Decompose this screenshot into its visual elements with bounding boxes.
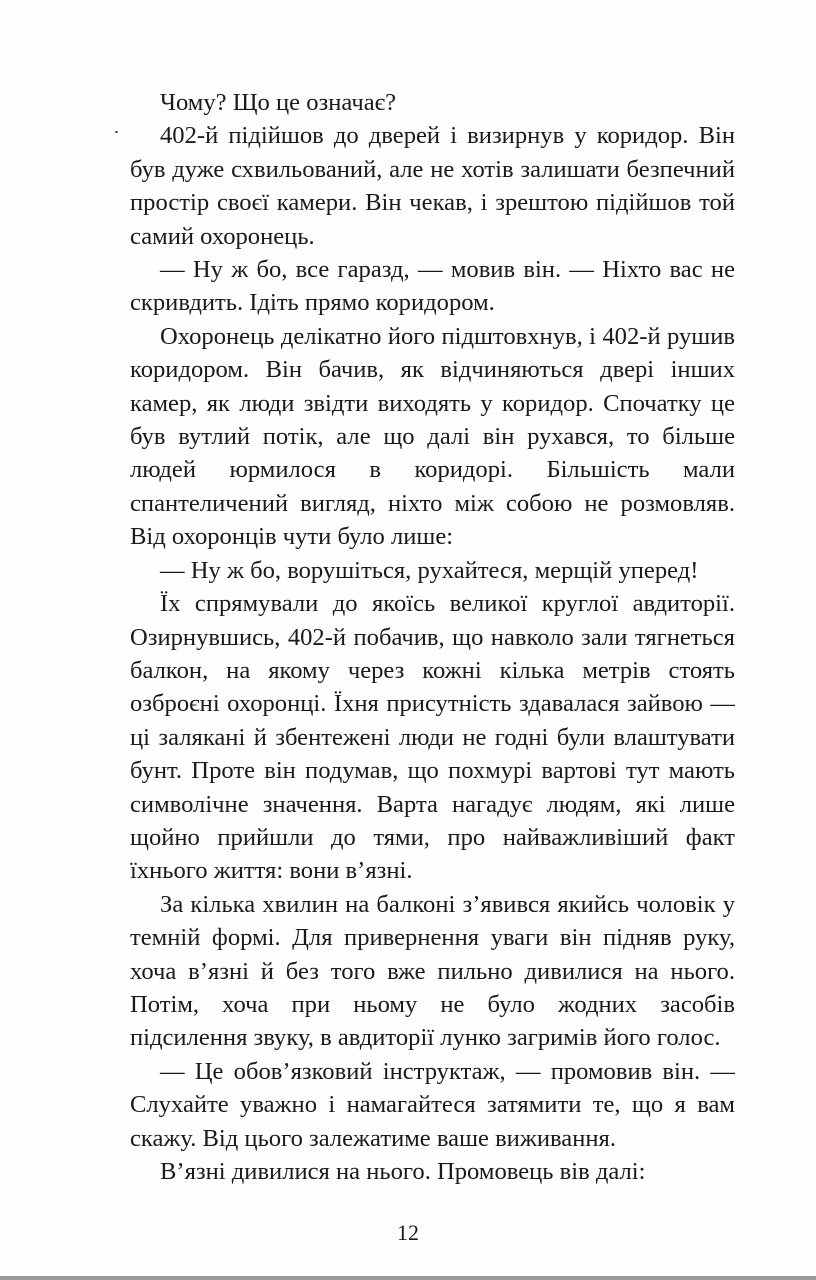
paragraph: 402-й підійшов до дверей і визирнув у коридор. Він був дуже схвильований, але не хотів залишати безпечний простір своєї камери. Він чекав, і зрештою підійшов той самий охоронець. (130, 122, 735, 250)
paragraph: Їх спрямували до якоїсь великої круглої авдиторії. Озирнувшись, 402-й побачив, що навколо зали тягнеться балкон, на якому через кожні кілька метрів стоять озброєні охоронці. Їхня присутність здавалася зайвою — ці залякані й збентежені люди не годні були влаштувати бунт. Проте він подумав, що похмурі вартові тут мають символічне значення. Варта нагадує людям, які лише щойно прийшли до тями, про найважливіший факт їхнього життя: вони в’язні. (130, 590, 735, 885)
body-text (130, 86, 735, 1188)
paragraph: — Ну ж бо, все гаразд, — мовив він. — Ніхто вас не скривдить. Ідіть прямо коридором. (130, 256, 735, 317)
paragraph: — Ну ж бо, ворушіться, рухайтеся, мерщій уперед! (160, 556, 699, 584)
paragraph: Чому? Що це означає? (160, 89, 397, 116)
scan-speck (115, 131, 118, 133)
paragraph: Охоронець делікатно його підштовхнув, і 402-й рушив коридором. Він бачив, як відчиняються двері інших камер, як люди звідти виходять у коридор. Спочатку це був вутлий потік, але що далі він рухався, то більше людей юрмилося в коридорі. Більшість мали спантеличений вигляд, ніхто між собою не розмовляв. Від охоронців чути було лише: (130, 322, 735, 551)
page-number: 12 (397, 1220, 419, 1245)
page-edge-shadow (0, 1276, 816, 1280)
paragraph: В’язні дивилися на нього. Промовець вів далі: (160, 1158, 646, 1185)
paragraph: — Це обов’язковий інструктаж, — промовив він. — Слухайте уважно і намагайтеся затямити те, що я вам скажу. Від цього залежатиме ваше виживання. (130, 1057, 735, 1152)
paragraph: За кілька хвилин на балконі з’явився якийсь чоловік у темній формі. Для привернення уваги він підняв руку, хоча в’язні й без того вже пильно дивилися на нього. Потім, хоча при ньому не було жодних засобів підсилення звуку, в авдиторії лунко загримів його голос. (130, 890, 735, 1052)
